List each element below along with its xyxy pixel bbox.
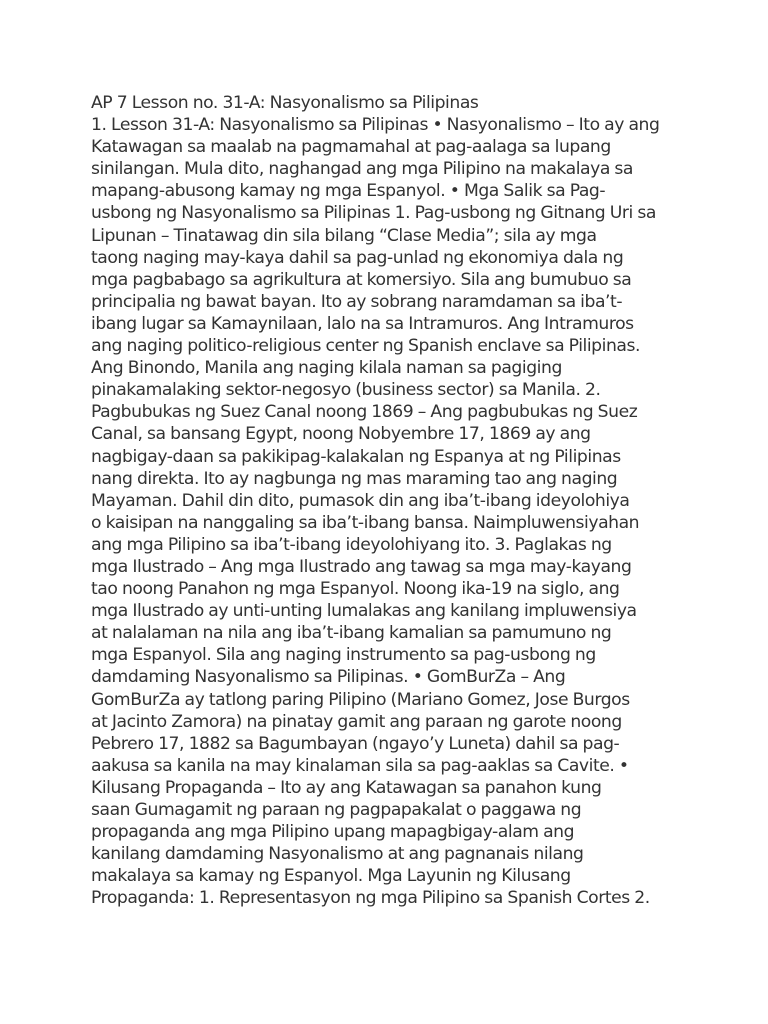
text-line: damdaming Nasyonalismo sa Pilipinas. • GomBurZa – Ang — [91, 667, 566, 688]
text-line: Lipunan – Tinatawag din sila bilang “Clase Media”; sila ay mga — [91, 225, 597, 246]
text-line: Katawagan sa maalab na pagmamahal at pag-aalaga sa lupang — [91, 137, 611, 158]
text-line: saan Gumagamit ng paraan ng pagpapakalat o paggawa ng — [91, 800, 582, 820]
text-line: tao noong Panahon ng mga Espanyol. Noong ika-19 na siglo, ang — [91, 579, 620, 600]
text-line: sinilangan. Mula dito, naghangad ang mga Pilipino na makalaya sa — [91, 159, 634, 180]
text-line: GomBurZa ay tatlong paring Pilipino (Mariano Gomez, Jose Burgos — [91, 689, 630, 710]
text-line: propaganda ang mga Pilipino upang mapagbigay-alam ang — [91, 822, 575, 843]
text-line: usbong ng Nasyonalismo sa Pilipinas 1. Pag-usbong ng Gitnang Uri sa — [91, 203, 656, 224]
text-line: taong naging may-kaya dahil sa pag-unlad ng ekonomiya dala ng — [91, 247, 624, 268]
text-line: Kilusang Propaganda – Ito ay ang Katawagan sa panahon kung — [91, 777, 602, 798]
text-line: o kaisipan na nanggaling sa iba’t-ibang bansa. Naimpluwensiyahan — [91, 512, 640, 533]
text-line: mga Espanyol. Sila ang naging instrumento sa pag-usbong ng — [91, 645, 596, 666]
text-line: nagbigay-daan sa pakikipag-kalakalan ng Espanya at ng Pilipinas — [91, 446, 621, 467]
text-line: nang direkta. Ito ay nagbunga ng mas maraming tao ang naging — [91, 468, 618, 489]
document-body-text — [91, 92, 711, 909]
text-line: ang mga Pilipino sa iba’t-ibang ideyolohiyang ito. 3. Paglakas ng — [91, 534, 612, 555]
text-line: ang naging politico-religious center ng Spanish enclave sa Pilipinas. — [91, 336, 641, 357]
document-title-line: AP 7 Lesson no. 31-A: Nasyonalismo sa Pilipinas — [91, 93, 479, 113]
text-line: Ang Binondo, Manila ang naging kilala naman sa pagiging — [91, 358, 562, 379]
text-line: at nalalaman na nila ang iba’t-ibang kamalian sa pamumuno ng — [91, 623, 612, 644]
text-line: makalaya sa kamay ng Espanyol. Mga Layunin ng Kilusang — [91, 866, 571, 887]
text-line: Pebrero 17, 1882 sa Bagumbayan (ngayo’y Luneta) dahil sa pag- — [91, 733, 620, 754]
text-line: 1. Lesson 31-A: Nasyonalismo sa Pilipinas • Nasyonalismo – Ito ay ang — [91, 115, 660, 136]
text-line: Propaganda: 1. Representasyon ng mga Pilipino sa Spanish Cortes 2. — [91, 888, 650, 909]
text-line: mga Ilustrado ay unti-unting lumalakas ang kanilang impluwensiya — [91, 601, 637, 622]
text-line: pinakamalaking sektor-negosyo (business sector) sa Manila. 2. — [91, 380, 601, 401]
text-line: mapang-abusong kamay ng mga Espanyol. • Mga Salik sa Pag- — [91, 181, 606, 202]
text-line: at Jacinto Zamora) na pinatay gamit ang paraan ng garote noong — [91, 711, 622, 732]
text-line: mga pagbabago sa agrikultura at komersiyo. Sila ang bumubuo sa — [91, 269, 632, 290]
text-line: ibang lugar sa Kamaynilaan, lalo na sa Intramuros. Ang Intramuros — [91, 313, 634, 334]
text-line: Canal, sa bansang Egypt, noong Nobyembre 17, 1869 ay ang — [91, 424, 591, 445]
text-line: principalia ng bawat bayan. Ito ay sobrang naramdaman sa iba’t- — [91, 291, 623, 312]
text-line: Mayaman. Dahil din dito, pumasok din ang iba’t-ibang ideyolohiya — [91, 490, 630, 511]
text-line: kanilang damdaming Nasyonalismo at ang pagnanais nilang — [91, 844, 584, 865]
text-line: aakusa sa kanila na may kinalaman sila sa pag-aaklas sa Cavite. • — [91, 755, 629, 776]
text-line: Pagbubukas ng Suez Canal noong 1869 – Ang pagbubukas ng Suez — [91, 402, 638, 423]
text-line: mga Ilustrado – Ang mga Ilustrado ang tawag sa mga may-kayang — [91, 556, 632, 577]
